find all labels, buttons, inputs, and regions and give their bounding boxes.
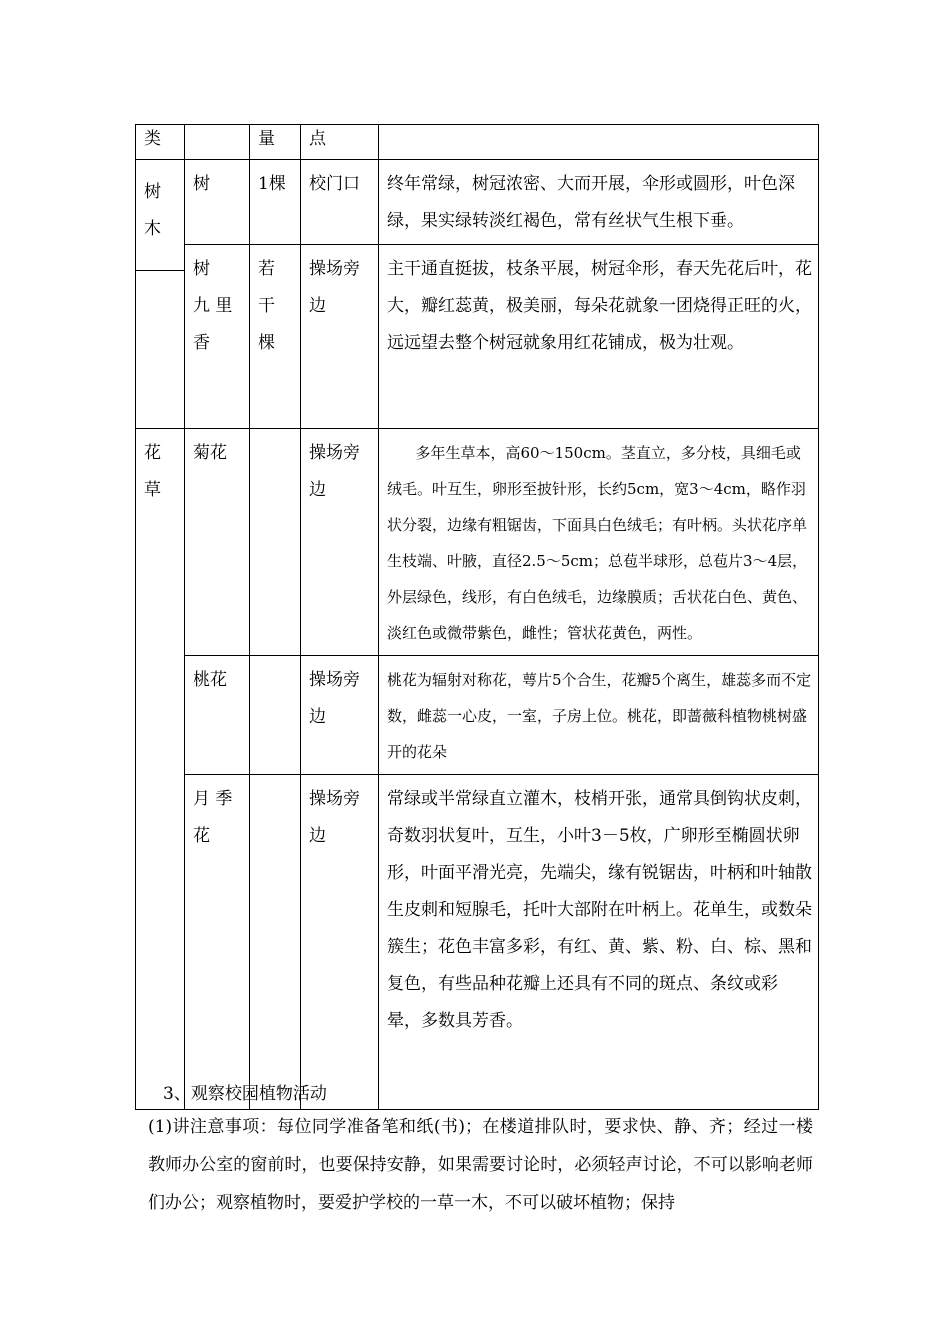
table-row — [136, 160, 819, 245]
category-cell-trees — [136, 160, 185, 429]
section-paragraph: (1)讲注意事项：每位同学准备笔和纸(书)；在楼道排队时，要求快、静、齐；经过一楼教师办公室的窗前时，也要保持安静，如果需要讨论时，必须轻声讨论，不可以影响老师们办公；观察植物时，要爱护学校的一草一木，不可以破坏植物；保持 — [148, 1117, 813, 1213]
header-name — [185, 125, 250, 160]
category-divider — [136, 270, 184, 271]
table-row — [136, 429, 819, 656]
category-label: 树 木 — [144, 182, 161, 239]
plant-name: 树 — [185, 160, 250, 245]
plant-name: 月 季 花 — [185, 775, 250, 1110]
header-category: 类 — [136, 125, 185, 160]
plant-description: 桃花为辐射对称花，萼片5个合生，花瓣5个离生，雄蕊多而不定数，雌蕊一心皮，一室，子房上位。桃花，即蔷薇科植物桃树盛开的花朵 — [379, 656, 819, 775]
plant-quantity — [250, 429, 301, 656]
plant-location: 操场旁 边 — [301, 429, 379, 656]
plant-location: 操场旁 边 — [301, 775, 379, 1110]
plant-description: 主干通直挺拔，枝条平展，树冠伞形，春天先花后叶，花大，瓣红蕊黄，极美丽，每朵花就象一团烧得正旺的火，远远望去整个树冠就象用红花铺成，极为壮观。 — [379, 245, 819, 429]
header-location: 点 — [301, 125, 379, 160]
plant-description: 多年生草本，高60～150cm。茎直立，多分枝，具细毛或绒毛。叶互生，卵形至披针形，长约5cm，宽3～4cm，略作羽状分裂，边缘有粗锯齿，下面具白色绒毛；有叶柄。头状花序单生枝端、叶腋，直径2.5～5cm；总苞半球形，总苞片3～4层，外层绿色，线形，有白色绒毛，边缘膜质；舌状花白色、黄色、淡红色或微带紫色，雌性；管状花黄色，两性。 — [379, 429, 819, 656]
plant-description: 终年常绿，树冠浓密、大而开展，伞形或圆形，叶色深绿，果实绿转淡红褐色，常有丝状气生根下垂。 — [379, 160, 819, 245]
table-row — [136, 656, 819, 775]
plant-description: 常绿或半常绿直立灌木，枝梢开张，通常具倒钩状皮刺，奇数羽状复叶，互生，小叶3－5枚，广卵形至椭圆状卵形，叶面平滑光亮，先端尖，缘有锐锯齿，叶柄和叶轴散生皮刺和短腺毛，托叶大部附在叶柄上。花单生，或数朵簇生；花色丰富多彩，有红、黄、紫、粉、白、棕、黑和复色，有些品种花瓣上还具有不同的斑点、条纹或彩 晕，多数具芳香。 — [379, 775, 819, 1110]
plant-quantity — [250, 775, 301, 1110]
table-row — [136, 775, 819, 1110]
plant-location: 校门口 — [301, 160, 379, 245]
plant-location: 操场旁 边 — [301, 245, 379, 429]
table-header-row — [136, 125, 819, 160]
plant-name: 桃花 — [185, 656, 250, 775]
plant-name: 树 九 里 香 — [185, 245, 250, 429]
plant-quantity — [250, 656, 301, 775]
header-quantity: 量 — [250, 125, 301, 160]
plant-quantity: 1棵 — [250, 160, 301, 245]
section-heading: 3、观察校园植物活动 — [163, 1084, 327, 1104]
plant-quantity: 若 干 棵 — [250, 245, 301, 429]
plant-table — [135, 124, 819, 1110]
table-row — [136, 245, 819, 429]
category-cell-flowers: 花 草 — [136, 429, 185, 1110]
plant-location: 操场旁 边 — [301, 656, 379, 775]
header-description — [379, 125, 819, 160]
plant-name: 菊花 — [185, 429, 250, 656]
